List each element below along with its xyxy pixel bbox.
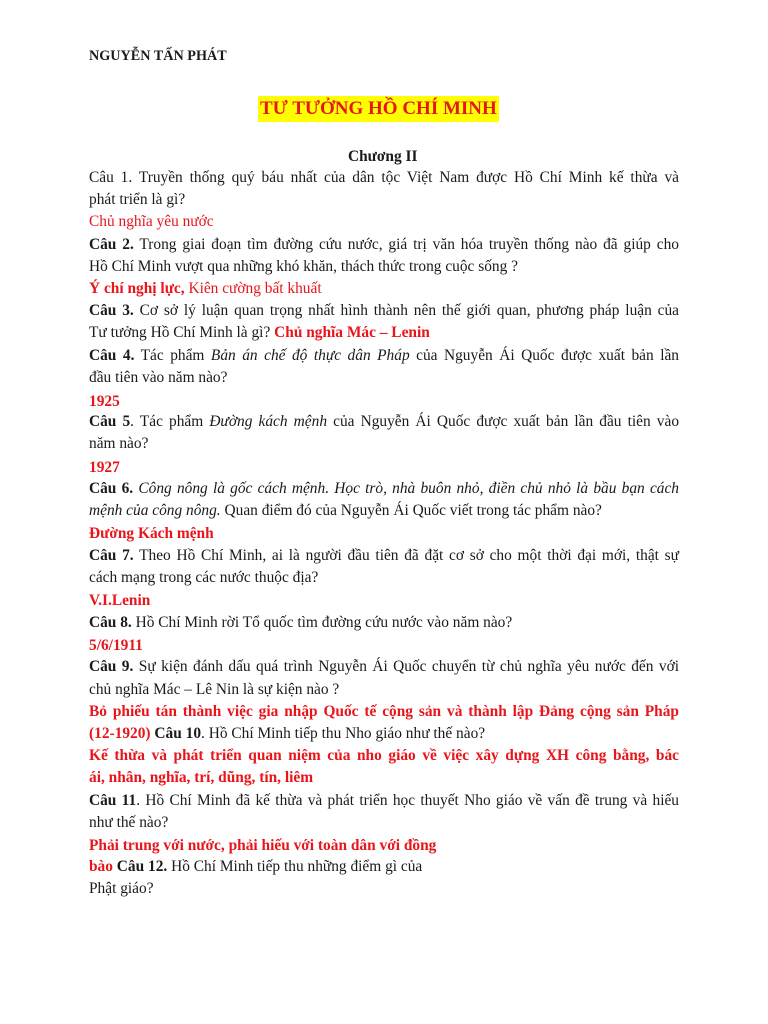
text-line xyxy=(89,836,436,856)
text-line xyxy=(89,323,430,343)
document-title: TƯ TƯỞNG HỒ CHÍ MINH xyxy=(258,96,499,122)
text-run: Hồ Chí Minh rời Tổ quốc tìm đường cứu nước vào năm nào? xyxy=(131,614,513,631)
text-run: 1927 xyxy=(89,459,120,476)
text-run: Câu 9. xyxy=(89,658,134,675)
text-line xyxy=(89,412,679,432)
text-run: bào xyxy=(89,858,113,875)
text-run: Hồ Chí Minh vượt qua những khó khăn, thách thức trong cuộc sống ? xyxy=(89,258,518,275)
text-line xyxy=(89,479,679,499)
text-line xyxy=(89,591,150,611)
text-run: cách mạng trong các nước thuộc địa? xyxy=(89,569,319,586)
author-name: NGUYỄN TẤN PHÁT xyxy=(89,48,227,64)
text-run: Chủ nghĩa yêu nước xyxy=(89,213,214,230)
text-run: Câu 7. xyxy=(89,547,134,564)
text-run: Trong giai đoạn tìm đường cứu nước, giá trị văn hóa truyền thống nào đã giúp cho xyxy=(133,236,679,253)
text-line xyxy=(89,768,313,788)
text-run: . Tác phẩm xyxy=(130,413,210,430)
text-run: Câu 10 xyxy=(150,725,202,742)
text-run: Kiên cường bất khuất xyxy=(184,280,322,297)
text-run: . Hồ Chí Minh đã kế thừa và phát triển học thuyết Nho giáo về vấn đề trung và hiếu xyxy=(136,792,679,809)
text-line xyxy=(89,392,120,412)
text-run: Phật giáo? xyxy=(89,880,154,897)
text-run: . Hồ Chí Minh tiếp thu Nho giáo như thế nào? xyxy=(201,725,486,742)
text-run: chủ nghĩa Mác – Lê Nin là sự kiện nào ? xyxy=(89,681,340,698)
text-run: của Nguyễn Ái Quốc được xuất bản lần đầu tiên vào xyxy=(327,413,680,430)
text-line xyxy=(89,368,227,388)
text-line xyxy=(89,546,679,566)
text-line xyxy=(89,702,679,722)
text-line xyxy=(89,190,185,210)
text-run: Công nông là gốc cách mệnh. Học trò, nhà buôn nhỏ, điền chủ nhỏ là bầu bạn cách xyxy=(133,480,679,497)
text-run: Câu 2. xyxy=(89,236,134,253)
text-run: Câu 11 xyxy=(89,792,137,809)
text-line xyxy=(89,257,518,277)
text-run: Hồ Chí Minh tiếp thu những điểm gì của xyxy=(167,858,423,875)
text-run: Kế thừa và phát triển quan niệm của nho giáo về việc xây dựng XH công bằng, bác xyxy=(89,747,679,764)
text-run: ái, nhân, nghĩa, trí, dũng, tín, liêm xyxy=(89,769,314,786)
text-line xyxy=(89,680,339,700)
text-line xyxy=(89,501,602,521)
text-line xyxy=(89,657,679,677)
text-line xyxy=(89,813,168,833)
text-run: như thế nào? xyxy=(89,814,169,831)
text-run: Sự kiện đánh dấu quá trình Nguyễn Ái Quốc chuyển từ chủ nghĩa yêu nước đến với xyxy=(133,658,679,675)
text-line xyxy=(89,524,214,544)
text-line xyxy=(89,458,120,478)
text-run: Bản án chế độ thực dân Pháp xyxy=(210,347,410,364)
text-line xyxy=(89,279,322,299)
text-run: năm nào? xyxy=(89,435,149,452)
text-line xyxy=(89,636,143,656)
text-run: Câu 5 xyxy=(89,413,131,430)
text-line xyxy=(89,212,214,232)
text-run: Câu 4. xyxy=(89,347,135,364)
text-line xyxy=(89,613,512,633)
text-run: Chủ nghĩa Mác – Lenin xyxy=(274,324,430,341)
text-run: Theo Hồ Chí Minh, ai là người đầu tiên đã đặt cơ sở cho một thời đại mới, thật sự xyxy=(133,547,679,564)
text-run: đầu tiên vào năm nào? xyxy=(89,369,228,386)
text-line xyxy=(89,724,485,744)
text-run: (12-1920) xyxy=(89,725,151,742)
text-run: Câu 8. xyxy=(89,614,132,631)
text-run: Cơ sở lý luận quan trọng nhất hình thành nên thế giới quan, phương pháp luận của xyxy=(133,302,680,319)
chapter-heading: Chương II xyxy=(348,148,418,165)
text-line xyxy=(89,235,679,255)
text-line xyxy=(89,346,679,366)
text-run: Câu 6. xyxy=(89,480,134,497)
text-run: Đường kách mệnh xyxy=(209,413,328,430)
text-run: 5/6/1911 xyxy=(89,637,143,654)
text-run: V.I.Lenin xyxy=(89,592,151,609)
text-run: mệnh của công nông. xyxy=(89,502,221,519)
text-line xyxy=(89,434,148,454)
text-line xyxy=(89,568,318,588)
text-line xyxy=(89,791,679,811)
text-line xyxy=(89,746,679,766)
text-line xyxy=(89,168,679,188)
text-line xyxy=(89,301,679,321)
text-run: Tác phẩm xyxy=(134,347,211,364)
text-run: 1925 xyxy=(89,393,120,410)
text-run: Ý chí nghị lực, xyxy=(89,280,185,297)
text-run: Quan điểm đó của Nguyễn Ái Quốc viết trong tác phẩm nào? xyxy=(220,502,602,519)
text-run: của Nguyễn Ái Quốc được xuất bản lần xyxy=(409,347,679,364)
text-run: Tư tưởng Hồ Chí Minh là gì? xyxy=(89,324,275,341)
text-run: Đường Kách mệnh xyxy=(89,525,214,542)
text-run: Phải trung với nước, phải hiếu với toàn dân với đồng xyxy=(89,837,437,854)
text-run: Câu 3. xyxy=(89,302,134,319)
text-run: Bỏ phiếu tán thành việc gia nhập Quốc tế cộng sản và thành lập Đảng cộng sản Pháp xyxy=(89,703,679,720)
text-run: Câu 12. xyxy=(112,858,168,875)
text-run: phát triển là gì? xyxy=(89,191,186,208)
text-line xyxy=(89,857,422,877)
text-line xyxy=(89,879,154,899)
text-run: Câu 1. Truyền thống quý báu nhất của dân tộc Việt Nam được Hồ Chí Minh kế thừa và xyxy=(89,169,679,186)
